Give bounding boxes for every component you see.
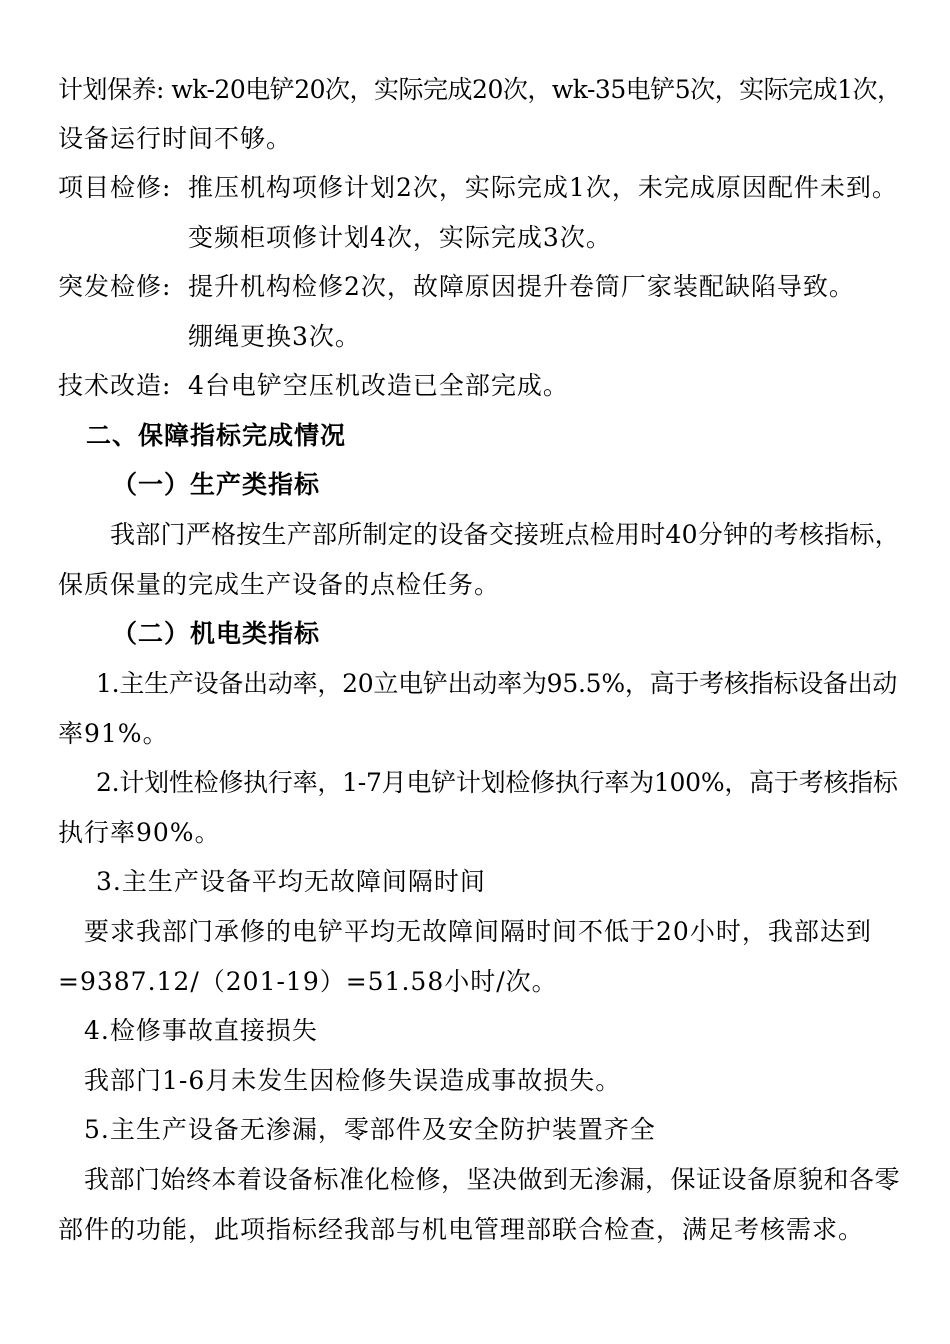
production-paragraph-2: 保质保量的完成生产设备的点检任务。	[58, 570, 501, 599]
item-4-heading: 4.检修事故直接损失	[84, 1016, 318, 1045]
plan-maintenance-cont: 设备运行时间不够。	[58, 124, 293, 153]
item-5-heading: 5.主生产设备无渗漏，零部件及安全防护装置齐全	[84, 1115, 656, 1144]
item-3-line-1: 要求我部门承修的电铲平均无故障间隔时间不低于20小时，我部达到	[84, 917, 872, 946]
section-heading-2: 二、保障指标完成情况	[86, 421, 347, 450]
sudden-repair-text: 提升机构检修2次，故障原因提升卷筒厂家装配缺陷导致。	[188, 272, 855, 301]
sudden-repair-label: 突发检修:	[58, 272, 172, 301]
project-repair-text: 推压机构项修计划2次，实际完成1次，未完成原因配件未到。	[188, 173, 898, 202]
item-4-text: 我部门1-6月未发生因检修失误造成事故损失。	[84, 1066, 622, 1095]
item-1-line-1: 1.主生产设备出动率，20立电铲出动率为95.5%，高于考核指标设备出动	[96, 669, 898, 698]
rope-replace-line: 绷绳更换3次。	[188, 322, 361, 351]
subheading-electromech: （二）机电类指标	[112, 619, 321, 648]
item-3-heading: 3.主生产设备平均无故障间隔时间	[96, 867, 486, 896]
production-paragraph-1: 我部门严格按生产部所制定的设备交接班点检用时40分钟的考核指标，	[110, 520, 900, 549]
project-repair-line	[58, 172, 898, 204]
subheading-production: （一）生产类指标	[112, 470, 321, 499]
item-5-line-2: 部件的功能，此项指标经我部与机电管理部联合检查，满足考核需求。	[58, 1215, 865, 1244]
inverter-repair-line: 变频柜项修计划4次，实际完成3次。	[188, 223, 612, 252]
item-5-line-1: 我部门始终本着设备标准化检修，坚决做到无渗漏，保证设备原貌和各零	[84, 1165, 901, 1194]
item-3-line-2: =9387.12/（201-19）=51.58小时/次。	[58, 967, 558, 996]
tech-upgrade-line	[58, 370, 569, 402]
tech-upgrade-label: 技术改造:	[58, 371, 172, 400]
project-repair-label: 项目检修:	[58, 173, 172, 202]
item-2-line-1: 2.计划性检修执行率，1-7月电铲计划检修执行率为100%，高于考核指标	[96, 768, 898, 797]
sudden-repair-line	[58, 271, 855, 303]
item-2-line-2: 执行率90%。	[58, 818, 221, 847]
plan-maintenance-line: 计划保养: wk-20电铲20次，实际完成20次，wk-35电铲5次，实际完成1次，	[58, 75, 902, 104]
item-1-line-2: 率91%。	[58, 719, 169, 748]
tech-upgrade-text: 4台电铲空压机改造已全部完成。	[188, 371, 569, 400]
